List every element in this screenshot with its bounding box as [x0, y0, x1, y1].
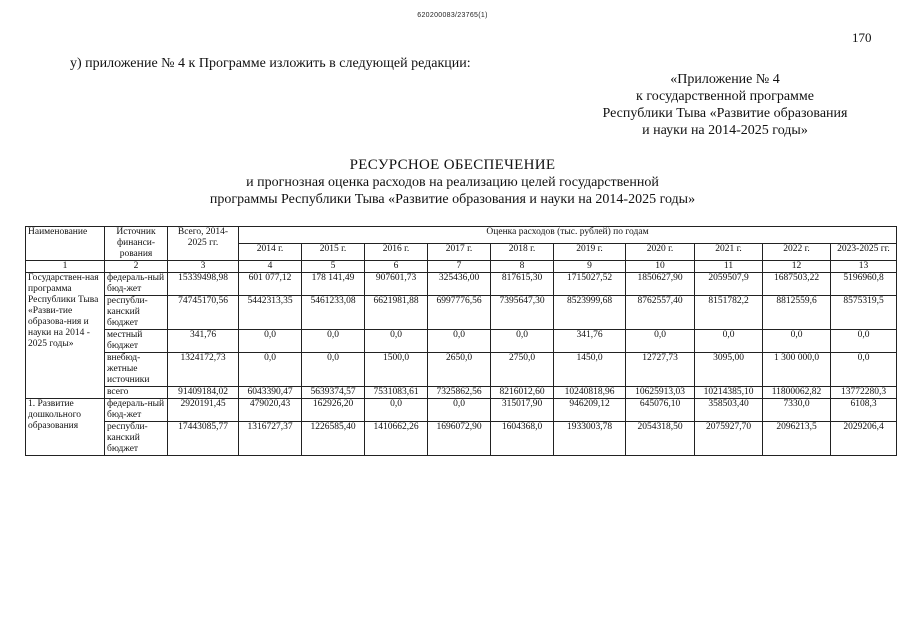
table-row — [26, 387, 897, 399]
total-value-cell: 74745170,56 — [168, 296, 239, 330]
year-value-cell: 1850627,90 — [626, 273, 695, 296]
year-value-cell: 11800062,82 — [763, 387, 831, 399]
funding-source-cell: внебюд-жетные источники — [105, 353, 168, 387]
year-value-cell: 2750,0 — [491, 353, 554, 387]
total-value-cell: 2920191,45 — [168, 399, 239, 422]
appendix-reference — [560, 71, 890, 139]
title-subtitle-2: программы Республики Тыва «Развитие образования и науки на 2014-2025 годы» — [209, 192, 696, 207]
column-index: 9 — [554, 261, 626, 273]
header-source: Источник финанси-рования — [105, 227, 168, 261]
table-row — [26, 296, 897, 330]
total-value-cell: 1324172,73 — [168, 353, 239, 387]
column-index: 12 — [763, 261, 831, 273]
year-value-cell: 1450,0 — [554, 353, 626, 387]
year-value-cell: 1226585,40 — [302, 422, 365, 456]
year-value-cell: 2650,0 — [428, 353, 491, 387]
year-value-cell: 2029206,4 — [831, 422, 897, 456]
total-value-cell: 15339498,98 — [168, 273, 239, 296]
program-name-cell: Государствен-ная программа Республики Тыва «Разви-тие образова-ния и науки на 2014 - 2025 годы» — [26, 273, 105, 399]
appendix-line-2: к государственной программе — [636, 89, 814, 104]
header-name: Наименование — [26, 227, 105, 261]
year-value-cell: 325436,00 — [428, 273, 491, 296]
funding-source-cell: федераль-ный бюд-жет — [105, 399, 168, 422]
year-value-cell: 8216012,60 — [491, 387, 554, 399]
year-value-cell: 1687503,22 — [763, 273, 831, 296]
year-value-cell: 7531083,61 — [365, 387, 428, 399]
year-value-cell: 601 077,12 — [239, 273, 302, 296]
year-value-cell: 0,0 — [239, 330, 302, 353]
year-value-cell: 2075927,70 — [695, 422, 763, 456]
year-value-cell: 1604368,0 — [491, 422, 554, 456]
year-value-cell: 8762557,40 — [626, 296, 695, 330]
year-value-cell: 8812559,6 — [763, 296, 831, 330]
total-value-cell: 341,76 — [168, 330, 239, 353]
year-value-cell: 2059507,9 — [695, 273, 763, 296]
intro-line: у) приложение № 4 к Программе изложить в следующей редакции: — [70, 56, 471, 71]
appendix-line-4: и науки на 2014-2025 годы» — [642, 123, 808, 138]
funding-source-cell: республи-канский бюджет — [105, 296, 168, 330]
year-value-cell: 1500,0 — [365, 353, 428, 387]
year-value-cell: 10240818,96 — [554, 387, 626, 399]
column-index: 5 — [302, 261, 365, 273]
column-index: 7 — [428, 261, 491, 273]
year-value-cell: 6108,3 — [831, 399, 897, 422]
header-year: 2014 г. — [239, 244, 302, 261]
funding-source-cell: федераль-ный бюд-жет — [105, 273, 168, 296]
table-row — [26, 422, 897, 456]
year-value-cell: 0,0 — [763, 330, 831, 353]
table-row — [26, 273, 897, 296]
title-subtitle-1: и прогнозная оценка расходов на реализацию целей государственной — [246, 175, 659, 190]
table-row — [26, 330, 897, 353]
year-value-cell: 1 300 000,0 — [763, 353, 831, 387]
year-value-cell: 1933003,78 — [554, 422, 626, 456]
year-value-cell: 162926,20 — [302, 399, 365, 422]
year-value-cell: 0,0 — [365, 330, 428, 353]
year-value-cell: 817615,30 — [491, 273, 554, 296]
table-row — [26, 399, 897, 422]
header-year: 2016 г. — [365, 244, 428, 261]
document-id: 620200083/23765(1) — [417, 12, 488, 19]
year-value-cell: 7330,0 — [763, 399, 831, 422]
header-year: 2022 г. — [763, 244, 831, 261]
year-value-cell: 0,0 — [365, 399, 428, 422]
year-value-cell: 1696072,90 — [428, 422, 491, 456]
column-index: 10 — [626, 261, 695, 273]
year-value-cell: 907601,73 — [365, 273, 428, 296]
year-value-cell: 0,0 — [302, 353, 365, 387]
program-name-cell: 1. Развитие дошкольного образования — [26, 399, 105, 456]
funding-source-cell: всего — [105, 387, 168, 399]
year-value-cell: 645076,10 — [626, 399, 695, 422]
year-value-cell: 5461233,08 — [302, 296, 365, 330]
year-value-cell: 0,0 — [626, 330, 695, 353]
year-value-cell: 0,0 — [239, 353, 302, 387]
year-value-cell: 0,0 — [428, 330, 491, 353]
header-year: 2021 г. — [695, 244, 763, 261]
budget-table — [25, 226, 897, 456]
column-index: 4 — [239, 261, 302, 273]
year-value-cell: 0,0 — [491, 330, 554, 353]
year-value-cell: 5639374,57 — [302, 387, 365, 399]
appendix-line-3: Республики Тыва «Развитие образования — [602, 106, 848, 121]
year-value-cell: 0,0 — [695, 330, 763, 353]
year-value-cell: 6997776,56 — [428, 296, 491, 330]
header-year: 2017 г. — [428, 244, 491, 261]
year-value-cell: 946209,12 — [554, 399, 626, 422]
year-value-cell: 7395647,30 — [491, 296, 554, 330]
table-row — [26, 353, 897, 387]
year-value-cell: 6621981,88 — [365, 296, 428, 330]
column-index: 6 — [365, 261, 428, 273]
year-value-cell: 178 141,49 — [302, 273, 365, 296]
title-main: РЕСУРСНОЕ ОБЕСПЕЧЕНИЕ — [349, 157, 556, 173]
year-value-cell: 8151782,2 — [695, 296, 763, 330]
column-index: 11 — [695, 261, 763, 273]
year-value-cell: 13772280,3 — [831, 387, 897, 399]
document-title — [0, 157, 905, 208]
year-value-cell: 3095,00 — [695, 353, 763, 387]
header-year: 2018 г. — [491, 244, 554, 261]
year-value-cell: 6043390,47 — [239, 387, 302, 399]
year-value-cell: 0,0 — [428, 399, 491, 422]
appendix-line-1: «Приложение № 4 — [670, 72, 780, 87]
year-value-cell: 2054318,50 — [626, 422, 695, 456]
column-index: 8 — [491, 261, 554, 273]
header-year: 2015 г. — [302, 244, 365, 261]
year-value-cell: 1715027,52 — [554, 273, 626, 296]
column-index: 2 — [105, 261, 168, 273]
year-value-cell: 341,76 — [554, 330, 626, 353]
year-value-cell: 0,0 — [831, 330, 897, 353]
year-value-cell: 5196960,8 — [831, 273, 897, 296]
total-value-cell: 91409184,02 — [168, 387, 239, 399]
header-estimate: Оценка расходов (тыс. рублей) по годам — [239, 227, 897, 244]
column-index: 1 — [26, 261, 105, 273]
year-value-cell: 1316727,37 — [239, 422, 302, 456]
year-value-cell: 315017,90 — [491, 399, 554, 422]
year-value-cell: 1410662,26 — [365, 422, 428, 456]
column-index-row — [26, 261, 897, 273]
column-index: 13 — [831, 261, 897, 273]
year-value-cell: 2096213,5 — [763, 422, 831, 456]
header-year: 2019 г. — [554, 244, 626, 261]
year-value-cell: 12727,73 — [626, 353, 695, 387]
year-value-cell: 10625913,03 — [626, 387, 695, 399]
year-value-cell: 8523999,68 — [554, 296, 626, 330]
year-value-cell: 10214385,10 — [695, 387, 763, 399]
year-value-cell: 0,0 — [831, 353, 897, 387]
year-value-cell: 358503,40 — [695, 399, 763, 422]
year-value-cell: 479020,43 — [239, 399, 302, 422]
header-total: Всего, 2014-2025 гг. — [168, 227, 239, 261]
page-number: 170 — [852, 30, 872, 45]
total-value-cell: 17443085,77 — [168, 422, 239, 456]
header-year: 2020 г. — [626, 244, 695, 261]
year-value-cell: 0,0 — [302, 330, 365, 353]
year-value-cell: 8575319,5 — [831, 296, 897, 330]
funding-source-cell: республи-канский бюджет — [105, 422, 168, 456]
year-value-cell: 5442313,35 — [239, 296, 302, 330]
year-value-cell: 7325862,56 — [428, 387, 491, 399]
column-index: 3 — [168, 261, 239, 273]
table-header-row — [26, 227, 897, 244]
funding-source-cell: местный бюджет — [105, 330, 168, 353]
header-year: 2023-2025 гг. — [831, 244, 897, 261]
